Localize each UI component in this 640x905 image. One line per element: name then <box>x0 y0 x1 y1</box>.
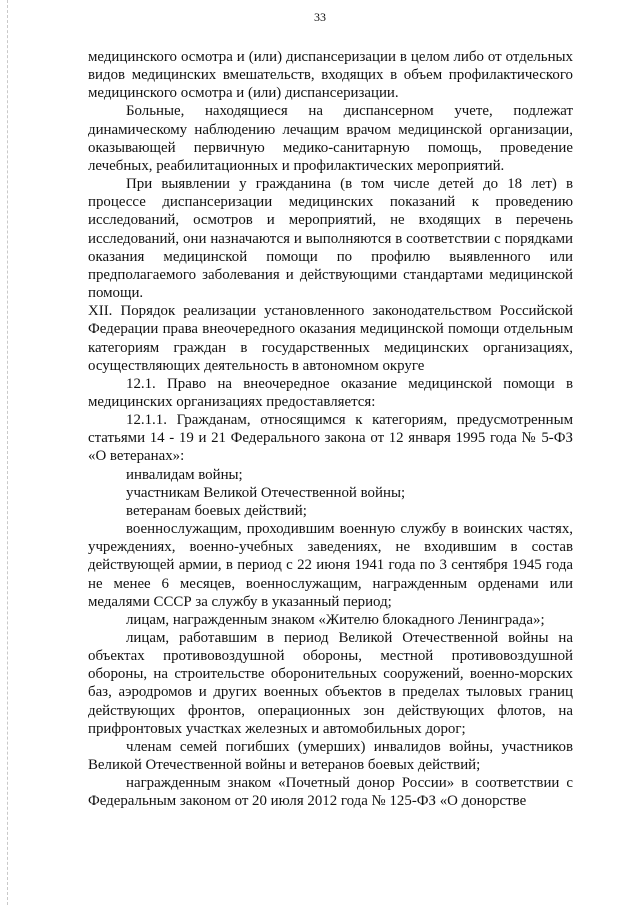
paragraph-dispensary-patients: Больные, находящиеся на диспансерном учете, подлежат динамическому наблюдению лечащим врачом медицинской организации, оказывающей первичную медико-санитарную помощь, проведение лечебных, реабилитационных и профилактических мероприятий. <box>88 103 573 174</box>
paragraph-donor: награжденным знаком «Почетный донор России» в соответствии с Федеральным законом от 20 июля 2012 года № 125-ФЗ «О донорстве <box>88 775 573 810</box>
paragraph-families: членам семей погибших (умерших) инвалидов войны, участников Великой Отечественной войны и ветеранов боевых действий; <box>88 738 573 774</box>
document-body <box>88 48 573 811</box>
list-item: инвалидам войны; <box>126 466 243 483</box>
paragraph-12-1: 12.1. Право на внеочередное оказание медицинской помощи в медицинских организациях предоставляется: <box>88 375 573 410</box>
paragraph-additional-exams: При выявлении у гражданина (в том числе детей до 18 лет) в процессе диспансеризации медицинских показаний к проведению исследований, осмотров и мероприятий, не входящих в перечень исследований, они назначаются и выполняются в соответствии с порядками оказания медицинской помощи по профилю выявленного или предполагаемого заболевания и действующими стандартами медицинской помощи. <box>88 176 573 302</box>
list-item: ветеранам боевых действий; <box>126 502 307 519</box>
scan-edge-line <box>7 0 8 905</box>
paragraph-leningrad: лицам, награжденным знаком «Жителю блокадного Ленинграда»; <box>126 611 545 628</box>
paragraph-military: военнослужащим, проходившим военную службу в воинских частях, учреждениях, военно-учебных заведениях, не входившим в состав действующей армии, в период с 22 июня 1941 года по 3 сентября 1945 года не менее 6 месяцев, военнослужащим, награжденным орденами или медалями СССР за службу в указанный период; <box>88 521 573 610</box>
paragraph-workers: лицам, работавшим в период Великой Отечественной войны на объектах противовоздушной обороны, местной противовоздушной обороны, на строительстве оборонительных сооружений, военно-морских баз, аэродромов и других военных объектов в пределах тыловых границ действующих фронтов, операционных зон действующих флотов, на прифронтовых участках железных и автомобильных дорог; <box>88 630 573 737</box>
paragraph-12-1-1: 12.1.1. Гражданам, относящимся к категориям, предусмотренным статьями 14 - 19 и 21 Федерального закона от 12 января 1995 года № 5-ФЗ «О ветеранах»: <box>88 412 573 465</box>
paragraph-continuation: медицинского осмотра и (или) диспансеризации в целом либо от отдельных видов медицинских вмешательств, входящих в объем профилактического медицинского осмотра и (или) диспансеризации. <box>88 49 573 102</box>
page-number: 33 <box>314 10 326 24</box>
list-item: участникам Великой Отечественной войны; <box>126 484 406 501</box>
section-heading: XII. Порядок реализации установленного законодательством Российской Федерации права внеочередного оказания медицинской помощи отдельным категориям граждан в государственных медицинских организациях, осуществляющих деятельность в автономном округе <box>88 303 573 374</box>
